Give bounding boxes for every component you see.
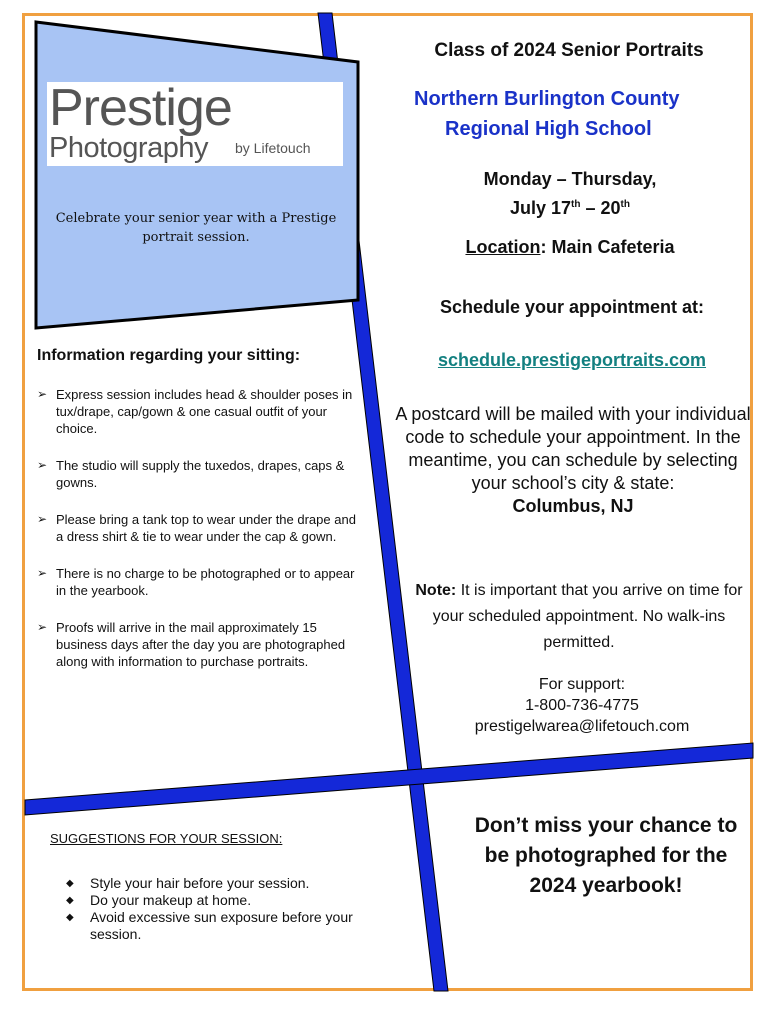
info-item-text: There is no charge to be photographed or to appear in the yearbook. [56, 566, 355, 598]
info-item [37, 386, 357, 437]
school-name [396, 84, 774, 144]
suggestion-text: Do your makeup at home. [90, 892, 252, 908]
event-date-range [400, 192, 740, 221]
info-item [37, 511, 357, 545]
support-email: prestigelwarea@lifetouch.com [474, 718, 690, 735]
schedule-link[interactable]: schedule.prestigeportraits.com [437, 350, 707, 370]
support-label: For support: [538, 676, 626, 693]
prestige-logo [47, 79, 343, 166]
suggestion-item [64, 909, 404, 943]
logo-by-text: by Lifetouch [235, 140, 311, 156]
date-end: – 20 [580, 198, 621, 218]
arrival-note [412, 578, 746, 656]
school-line-1: Northern Burlington County [414, 88, 680, 110]
event-location [400, 237, 740, 258]
tagline: Celebrate your senior year with a Prestige portrait session. [55, 211, 337, 245]
info-item-text: Express session includes head & shoulder poses in tux/drape, cap/gown & one casual outfit of your choice. [56, 387, 353, 436]
postcard-info [394, 403, 752, 518]
suggestion-item [64, 892, 404, 909]
postcard-text: A postcard will be mailed with your individual code to schedule your appointment. In the meantime, you can schedule by selecting your school’s city & state: [395, 404, 751, 493]
support-info [432, 674, 732, 737]
info-list [37, 386, 357, 690]
school-line-2: Regional High School [445, 118, 652, 140]
diamond-bullet-icon: ◆ [66, 912, 74, 923]
date-start-suffix: th [571, 199, 581, 210]
info-item [37, 565, 357, 599]
support-phone: 1-800-736-4775 [525, 697, 639, 714]
diamond-bullet-icon: ◆ [66, 878, 74, 889]
info-item-text: Please bring a tank top to wear under the drape and a dress shirt & tie to wear under the cap & gown. [56, 512, 356, 544]
suggestions-list [64, 875, 404, 943]
note-text: It is important that you arrive on time for your scheduled appointment. No walk-ins permitted. [432, 582, 743, 651]
event-days: Monday – Thursday, [483, 169, 657, 189]
info-heading: Information regarding your sitting: [37, 347, 301, 364]
diamond-bullet-icon: ◆ [66, 895, 74, 906]
schedule-heading: Schedule your appointment at: [439, 297, 705, 317]
suggestions-heading: SUGGESTIONS FOR YOUR SESSION: [50, 831, 283, 846]
date-start: July 17 [510, 198, 572, 218]
info-item [37, 619, 357, 670]
arrow-bullet-icon: ➢ [37, 512, 48, 526]
suggestion-text: Style your hair before your session. [90, 875, 310, 891]
location-label: Location [465, 237, 541, 257]
suggestion-text: Avoid excessive sun exposure before your session. [90, 909, 353, 942]
arrow-bullet-icon: ➢ [37, 566, 48, 580]
info-item-text: The studio will supply the tuxedos, drapes, caps & gowns. [56, 458, 345, 490]
logo-sub-text: Photography [49, 132, 208, 164]
blue-stripe-horizontal [25, 743, 753, 815]
arrow-bullet-icon: ➢ [37, 458, 48, 472]
event-dates [400, 166, 740, 221]
info-item-text: Proofs will arrive in the mail approximately 15 business days after the day you are photographed along with information to purchase portraits. [56, 620, 346, 669]
logo-main-text: Prestige [49, 79, 232, 137]
school-city: Columbus, NJ [512, 496, 634, 516]
note-label: Note: [415, 582, 457, 599]
date-end-suffix: th [620, 199, 630, 210]
location-value: : Main Cafeteria [540, 237, 675, 257]
closing-callout: Don’t miss your chance to be photographed for the 2024 yearbook! [474, 814, 738, 897]
arrow-bullet-icon: ➢ [37, 387, 48, 401]
suggestion-item [64, 875, 404, 892]
info-item [37, 457, 357, 491]
arrow-bullet-icon: ➢ [37, 620, 48, 634]
blue-panel [36, 22, 358, 328]
page-title: Class of 2024 Senior Portraits [434, 40, 704, 61]
